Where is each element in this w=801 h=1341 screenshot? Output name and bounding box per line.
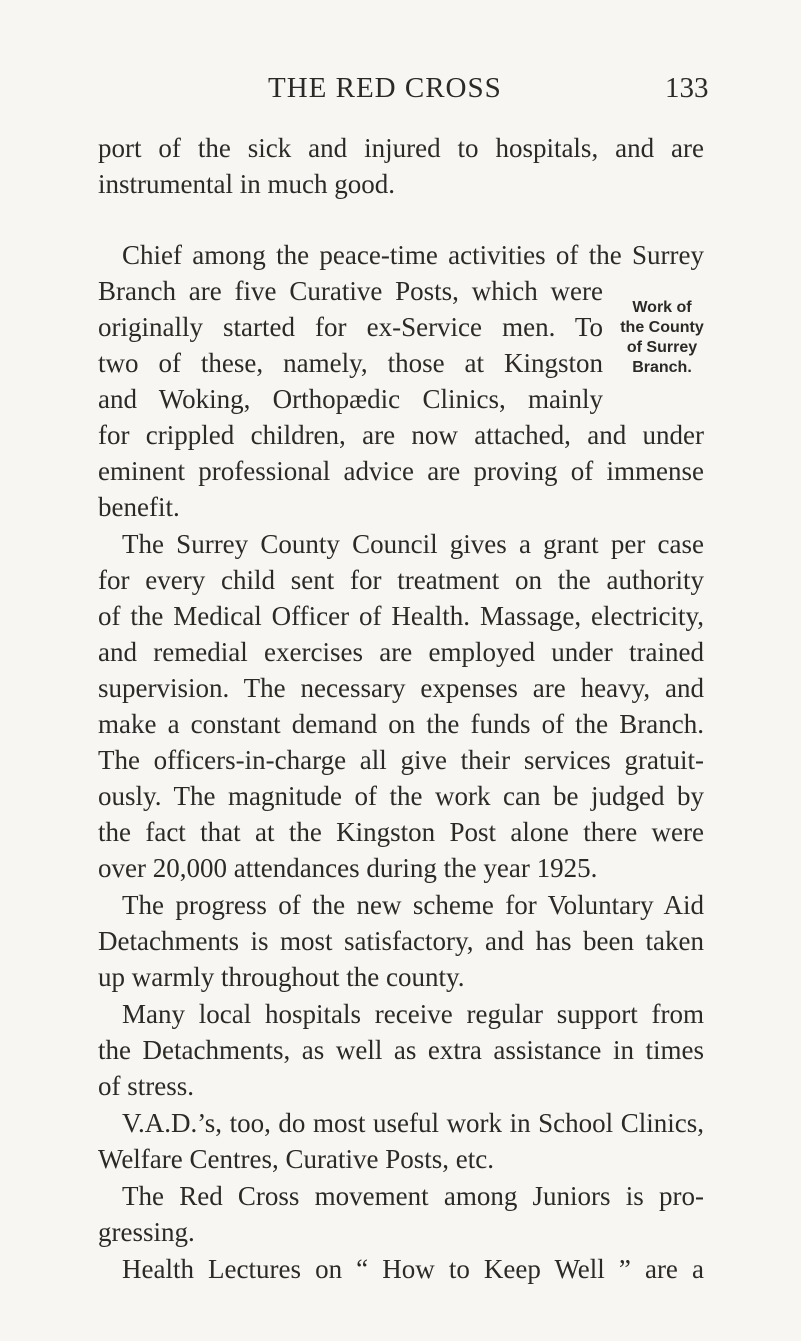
sidenote-line: Work of xyxy=(632,299,692,316)
running-header: THE RED CROSS xyxy=(268,72,502,104)
text-line: The officers-in-charge all give their services gratuit- xyxy=(98,745,704,775)
page-number: 133 xyxy=(665,72,709,104)
text-line: and Woking, Orthopædic Clinics, mainly xyxy=(98,384,603,414)
text-line: The Surrey County Council gives a grant per case xyxy=(122,529,704,559)
text-line: Welfare Centres, Curative Posts, etc. xyxy=(98,1144,494,1174)
text-line: for every child sent for treatment on the authority xyxy=(98,565,704,595)
sidenote-line: of Surrey xyxy=(626,339,698,356)
sidenote-line: the County xyxy=(620,319,704,336)
text-line: over 20,000 attendances during the year 1925. xyxy=(98,853,598,883)
text-line: two of these, namely, those at Kingston xyxy=(98,348,603,378)
text-line: of the Medical Officer of Health. Massage, electricity, xyxy=(98,601,704,631)
text-line: Many local hospitals receive regular support from xyxy=(122,999,704,1029)
text-line: and remedial exercises are employed under trained xyxy=(98,637,704,667)
text-line: the Detachments, as well as extra assistance in times xyxy=(98,1035,704,1065)
text-line: Health Lectures on “ How to Keep Well ” are a xyxy=(122,1254,704,1284)
text-line: port of the sick and injured to hospitals, and are xyxy=(98,133,704,163)
text-line: V.A.D.’s, too, do most useful work in School Clinics, xyxy=(122,1108,704,1138)
text-line: Chief among the peace-time activities of the Surrey xyxy=(122,240,704,270)
text-line: the fact that at the Kingston Post alone there were xyxy=(98,817,704,847)
text-line: gressing. xyxy=(98,1217,195,1247)
text-line: eminent professional advice are proving of immense xyxy=(98,456,704,486)
text-line: The Red Cross movement among Juniors is pro- xyxy=(122,1181,704,1211)
text-line: of stress. xyxy=(98,1071,194,1101)
text-line: benefit. xyxy=(98,492,180,522)
text-line: supervision. The necessary expenses are heavy, and xyxy=(98,673,704,703)
text-line: The progress of the new scheme for Voluntary Aid xyxy=(122,890,704,920)
text-line: for crippled children, are now attached, and under xyxy=(98,420,704,450)
text-line: originally started for ex-Service men. To xyxy=(98,312,603,342)
sidenote-line: Branch. xyxy=(632,359,692,376)
text-line: instrumental in much good. xyxy=(98,169,395,199)
text-line: Detachments is most satisfactory, and has been taken xyxy=(98,926,704,956)
text-line: up warmly throughout the county. xyxy=(98,962,465,992)
text-line: make a constant demand on the funds of the Branch. xyxy=(98,709,704,739)
text-line: Branch are five Curative Posts, which were xyxy=(98,276,603,306)
text-line: ously. The magnitude of the work can be judged by xyxy=(98,781,704,811)
